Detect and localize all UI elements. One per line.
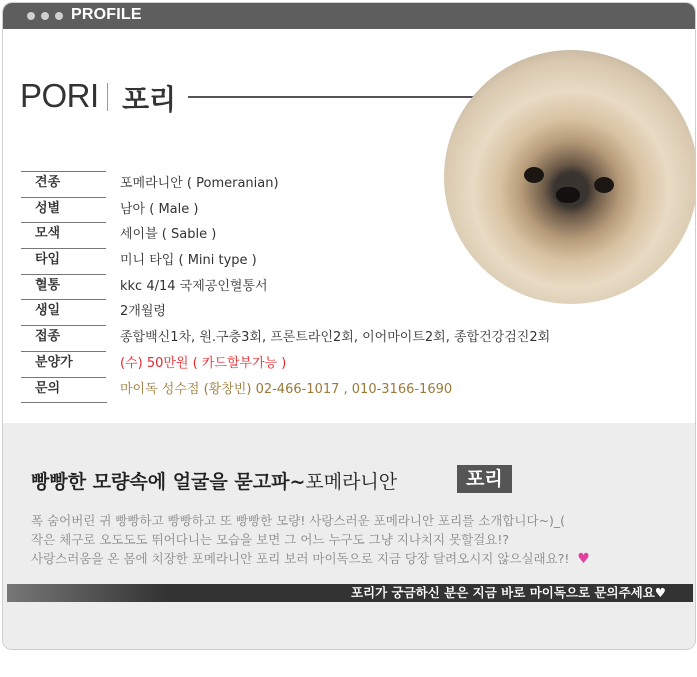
footer-gradient bbox=[7, 584, 167, 602]
info-row-pedigree bbox=[21, 274, 621, 300]
info-row-price bbox=[21, 351, 621, 377]
info-label: 모색 bbox=[21, 222, 106, 247]
title-divider bbox=[107, 83, 108, 111]
profile-card bbox=[2, 2, 696, 650]
pet-name-korean: 포리 bbox=[122, 83, 177, 116]
info-row-gender bbox=[21, 197, 621, 223]
header-dot-icon bbox=[41, 12, 49, 20]
promo-name-tag: 포리 bbox=[457, 465, 512, 493]
promo-footer-text: 포리가 궁금하신 분은 지금 바로 마이독으로 문의주세요♥ bbox=[350, 585, 666, 600]
info-table-bottom-line bbox=[21, 402, 107, 403]
header-dot-icon bbox=[27, 12, 35, 20]
promo-description bbox=[31, 511, 590, 569]
promo-headline-bold: 빵빵한 모량속에 얼굴을 묻고파~ bbox=[31, 471, 306, 493]
info-value: 세이블 ( Sable ) bbox=[120, 227, 217, 243]
info-label: 타입 bbox=[21, 248, 106, 273]
info-value: 종합백신1차, 원.구충3회, 프론트라인2회, 이어마이트2회, 종합건강검진2회 bbox=[120, 330, 551, 346]
profile-header-bar bbox=[3, 3, 695, 29]
promo-section bbox=[3, 423, 695, 649]
promo-line: 사랑스러움을 온 몸에 치장한 포메라니안 포리 보러 마이독으로 지금 당장 달려오시지 않으실래요?! bbox=[31, 551, 570, 566]
info-row-color bbox=[21, 222, 621, 248]
promo-headline-thin: 포메라니안 bbox=[305, 471, 398, 493]
promo-line: 작은 체구로 오도도도 뛰어다니는 모습을 보면 그 어느 누구도 그냥 지나치지 못할걸요!? bbox=[31, 532, 509, 547]
info-row-vaccination bbox=[21, 325, 621, 351]
info-value-price: (수) 50만원 ( 카드할부가능 ) bbox=[120, 355, 287, 371]
info-value: 포메라니안 ( Pomeranian) bbox=[120, 176, 279, 191]
pet-name-english: PORI bbox=[20, 77, 99, 114]
info-label: 혈통 bbox=[21, 274, 106, 299]
heart-icon: ♥ bbox=[577, 551, 590, 567]
info-row-contact bbox=[21, 377, 621, 403]
info-label: 분양가 bbox=[21, 351, 106, 376]
info-label: 접종 bbox=[21, 325, 106, 350]
promo-line: 폭 숨어버린 귀 빵빵하고 빵빵하고 또 빵빵한 모량! 사랑스러운 포메라니안 포리를 소개합니다~)_( bbox=[31, 513, 566, 528]
info-value: 2개월령 bbox=[120, 304, 166, 320]
profile-header-title: PROFILE bbox=[71, 6, 142, 23]
info-label: 문의 bbox=[21, 377, 106, 402]
info-label: 성별 bbox=[21, 197, 106, 222]
info-label: 견종 bbox=[21, 171, 106, 196]
info-value-contact: 마이독 성수점 (황창빈) 02-466-1017 , 010-3166-1690 bbox=[120, 381, 453, 397]
info-value: 남아 ( Male ) bbox=[120, 201, 199, 217]
info-label: 생일 bbox=[21, 299, 106, 324]
title-underline bbox=[188, 96, 478, 98]
promo-footer-bar bbox=[7, 584, 693, 602]
info-value: kkc 4/14 국제공인혈통서 bbox=[120, 278, 268, 294]
info-value: 미니 타입 ( Mini type ) bbox=[120, 253, 257, 269]
pet-info-table bbox=[21, 171, 621, 402]
info-row-type bbox=[21, 248, 621, 274]
info-row-birth bbox=[21, 299, 621, 325]
header-dot-icon bbox=[55, 12, 63, 20]
promo-headline bbox=[31, 467, 397, 494]
info-row-breed bbox=[21, 171, 621, 197]
